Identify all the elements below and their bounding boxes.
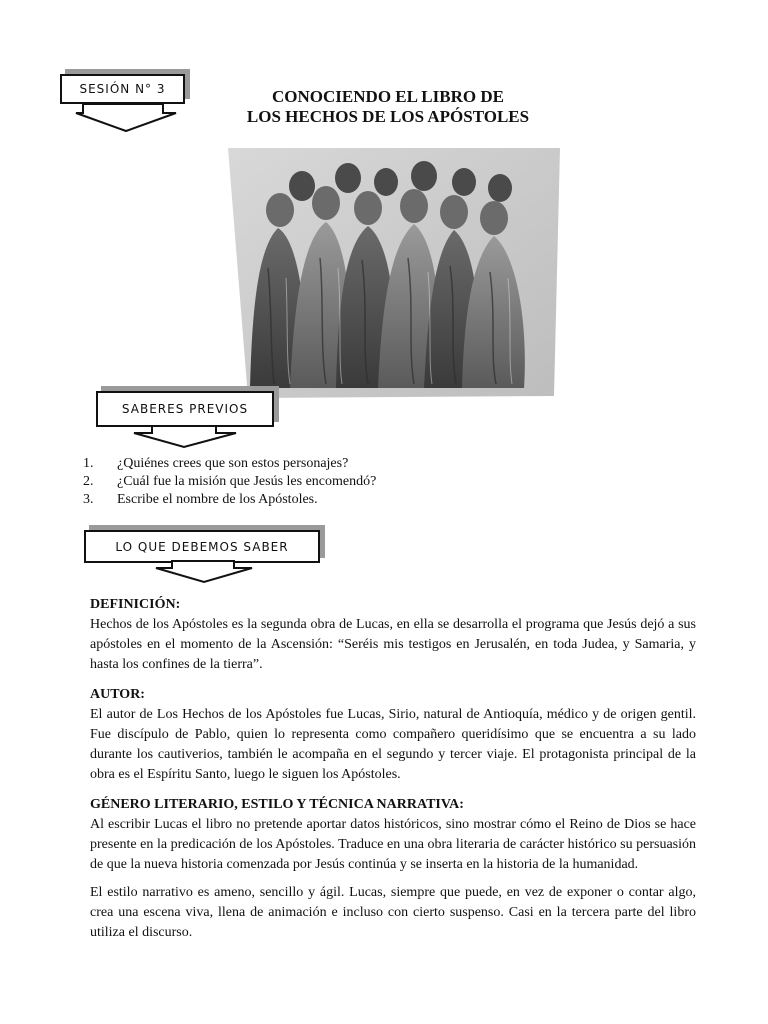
arrow-down-icon (152, 560, 256, 584)
list-item (83, 473, 703, 491)
question-number: 1. (83, 456, 94, 471)
genero-text-2: El estilo narrativo es ameno, sencillo y ágil. Lucas, siempre que puede, en vez de exponer o contar algo, crea una escena viva, llena de animación e incluso con cierto suspenso. Casi en la tercera parte del libro utiliza el discurso. (90, 885, 696, 940)
lo-que-debemos-saber-label (84, 530, 320, 563)
question-number: 2. (83, 474, 94, 489)
genero-text-1: Al escribir Lucas el libro no pretende aportar datos históricos, sino mostrar cómo el Reino de Dios se hace presente en la predicación de los Apóstoles. Traduce en una obra literaria de carácter histórico su persuasión de que la nueva historia comenzada por Jesús continúa y se inserta en la historia de la humanidad. (90, 817, 696, 872)
lo-que-debemos-saber-text: LO QUE DEBEMOS SABER (115, 539, 289, 554)
title-line-1: CONOCIENDO EL LIBRO DE (272, 87, 504, 106)
question-text: ¿Cuál fue la misión que Jesús les encomendó? (117, 474, 377, 489)
definicion-section (90, 595, 696, 675)
definicion-text: Hechos de los Apóstoles es la segunda obra de Lucas, en ella se desarrolla el programa que Jesús dejó a sus apóstoles en el momento de la Ascensión: “Seréis mis testigos en Jerusalén, en toda Judea, y Samaria, y hasta los confines de la tierra”. (90, 617, 696, 672)
genero-section (90, 795, 696, 943)
autor-heading: AUTOR: (90, 687, 145, 702)
title-line-2: LOS HECHOS DE LOS APÓSTOLES (246, 107, 530, 126)
saberes-previos-label (96, 391, 274, 427)
list-item (83, 491, 703, 509)
question-text: Escribe el nombre de los Apóstoles. (117, 492, 318, 507)
apostles-fresco-image (228, 148, 560, 398)
page-title (200, 87, 576, 127)
question-number: 3. (83, 492, 94, 507)
autor-section (90, 685, 696, 785)
question-text: ¿Quiénes crees que son estos personajes? (117, 456, 349, 471)
arrow-down-icon (68, 103, 178, 133)
definicion-heading: DEFINICIÓN: (90, 597, 181, 612)
list-item (83, 455, 703, 473)
saberes-previos-text: SABERES PREVIOS (121, 402, 249, 416)
questions-list (83, 455, 703, 509)
arrow-down-icon (130, 425, 240, 449)
session-label (60, 74, 185, 104)
session-label-text: SESIÓN N° 3 (79, 82, 166, 96)
genero-heading: GÉNERO LITERARIO, ESTILO Y TÉCNICA NARRATIVA: (90, 797, 464, 812)
autor-text: El autor de Los Hechos de los Apóstoles fue Lucas, Sirio, natural de Antioquía, médico y de origen gentil. Fue discípulo de Pablo, quien lo representa como compañero queridísimo que se encuentra a su lado durante los cautiverios, también le acompaña en el segundo y tercer viaje. El protagonista principal de la obra es el Espíritu Santo, luego le siguen los Apóstoles. (90, 707, 696, 782)
